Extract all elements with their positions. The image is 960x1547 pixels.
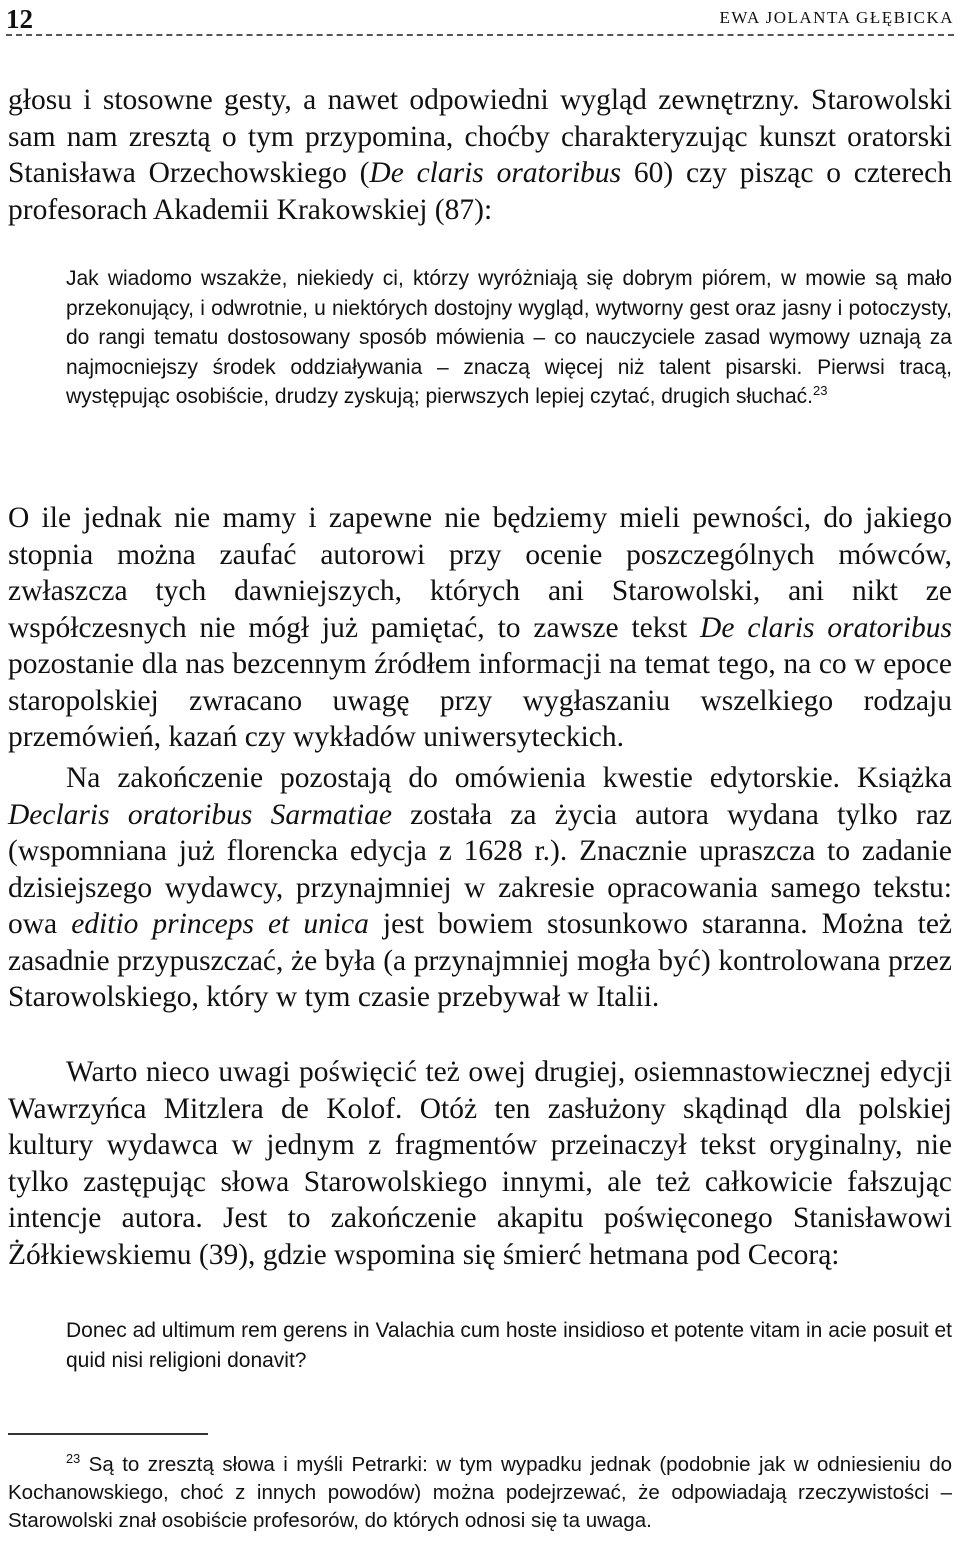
paragraph-1-text-b: 60) czy pisząc o czterech profesorach Akademii Krakowskiej (87): <box>8 157 952 226</box>
header-rule <box>6 34 954 36</box>
paragraph-1-text-a: głosu i stosowne gesty, a nawet odpowiedni wygląd zewnętrzny. Starowolski sam nam zresztą o tym przypomina, choćby charakteryzując kunszt oratorski Stanisława Orzechowskiego ( <box>8 84 952 189</box>
block-quote-1-text: Jak wiadomo wszakże, niekiedy ci, którzy wyróżniają się dobrym piórem, w mowie są mało przekonujący, i odwrotnie, u niektórych dostojny wygląd, wytworny gest oraz jasny i potoczysty, do rangi tematu dostosowany sposób mówienia – co nauczyciele zasad wymowy uznają za najmocniejszy środek oddziaływania – znaczą więcej niż talent pisarski. Pierwsi tracą, występując osobiście, drudzy zyskują; pierwszych lepiej czytać, drugich słuchać. <box>66 267 952 408</box>
footnote-number: 23 <box>66 1451 81 1467</box>
running-head: EWA JOLANTA GŁĘBICKA <box>719 8 954 27</box>
paragraph-1-title: De claris oratoribus <box>369 157 622 189</box>
paragraph-1 <box>8 82 952 228</box>
block-quote-2-text: Donec ad ultimum rem gerens in Valachia cum hoste insidioso et potente vitam in acie posuit et quid nisi religioni donavit? <box>66 1319 952 1372</box>
paragraph-3-latin: editio princeps et unica <box>71 908 369 940</box>
page-number: 12 <box>6 4 33 34</box>
paragraph-2-text-a: O ile jednak nie mamy i zapewne nie będziemy mieli pewności, do jakiego stopnia można zaufać autorowi przy ocenie poszczególnych mówców, zwłaszcza tych dawniejszych, których ani Starowolski, ani nikt ze współczesnych nie mógł już pamiętać, to zawsze tekst <box>8 502 952 644</box>
paragraph-3-text-c: jest bowiem stosunkowo staranna. Można też zasadnie przypuszczać, że była (a przynajmniej mogła być) kontrolowana przez Starowolskiego, który w tym czasie przebywał w Italii. <box>8 908 952 1013</box>
footnote-23 <box>8 1451 952 1535</box>
footnote-rule <box>8 1433 208 1435</box>
page-header <box>6 0 954 36</box>
paragraph-4-text: Warto nieco uwagi poświęcić też owej drugiej, osiemnastowiecznej edycji Wawrzyńca Mitzlera de Kolof. Otóż ten zasłużony skądinąd dla polskiej kultury wydawca w jednym z fragmentów przeinaczył tekst oryginalny, nie tylko zastępując słowa Starowolskiego innymi, ale też całkowicie fałszując intencje autora. Jest to zakończenie akapitu poświęconego Stanisławowi Żółkiewskiemu (39), gdzie wspomina się śmierć hetmana pod Cecorą: <box>8 1056 952 1271</box>
block-quote-1 <box>66 264 952 412</box>
block-quote-2 <box>66 1316 952 1375</box>
paragraph-2-title: De claris oratoribus <box>700 611 952 644</box>
paragraph-4 <box>8 1054 952 1273</box>
paragraph-3-text-b: została za życia autora wydana tylko raz (wspomniana już florencka edycja z 1628 r.). Znacznie upraszcza to zadanie dzisiejszego wydawcy, przynajmniej w zakresie opracowania samego tekstu: owa <box>8 798 952 940</box>
footnote-text: Są to zresztą słowa i myśli Petrarki: w tym wypadku jednak (podobnie jak w odniesieniu do Kochanowskiego, choć z innych powodów) można podejrzewać, że odpowiadają rzeczywistości – Starowolski znał osobiście profesorów, do których odnosi się ta uwaga. <box>8 1453 952 1532</box>
paragraph-2 <box>8 500 952 756</box>
paragraph-3-text-a: Na zakończenie pozostają do omówienia kwestie edytorskie. Książka <box>66 762 952 794</box>
paragraph-3 <box>8 760 952 1016</box>
footnote-ref-23: 23 <box>813 383 828 398</box>
paragraph-2-text-b: pozostanie dla nas bezcennym źródłem informacji na temat tego, na co w epoce staropolskiej zwracano uwagę przy wygłaszaniu wszelkiego rodzaju przemówień, kazań czy wykładów uniwersyteckich. <box>8 648 952 753</box>
paragraph-3-title: Declaris oratoribus Sarmatiae <box>8 798 392 831</box>
